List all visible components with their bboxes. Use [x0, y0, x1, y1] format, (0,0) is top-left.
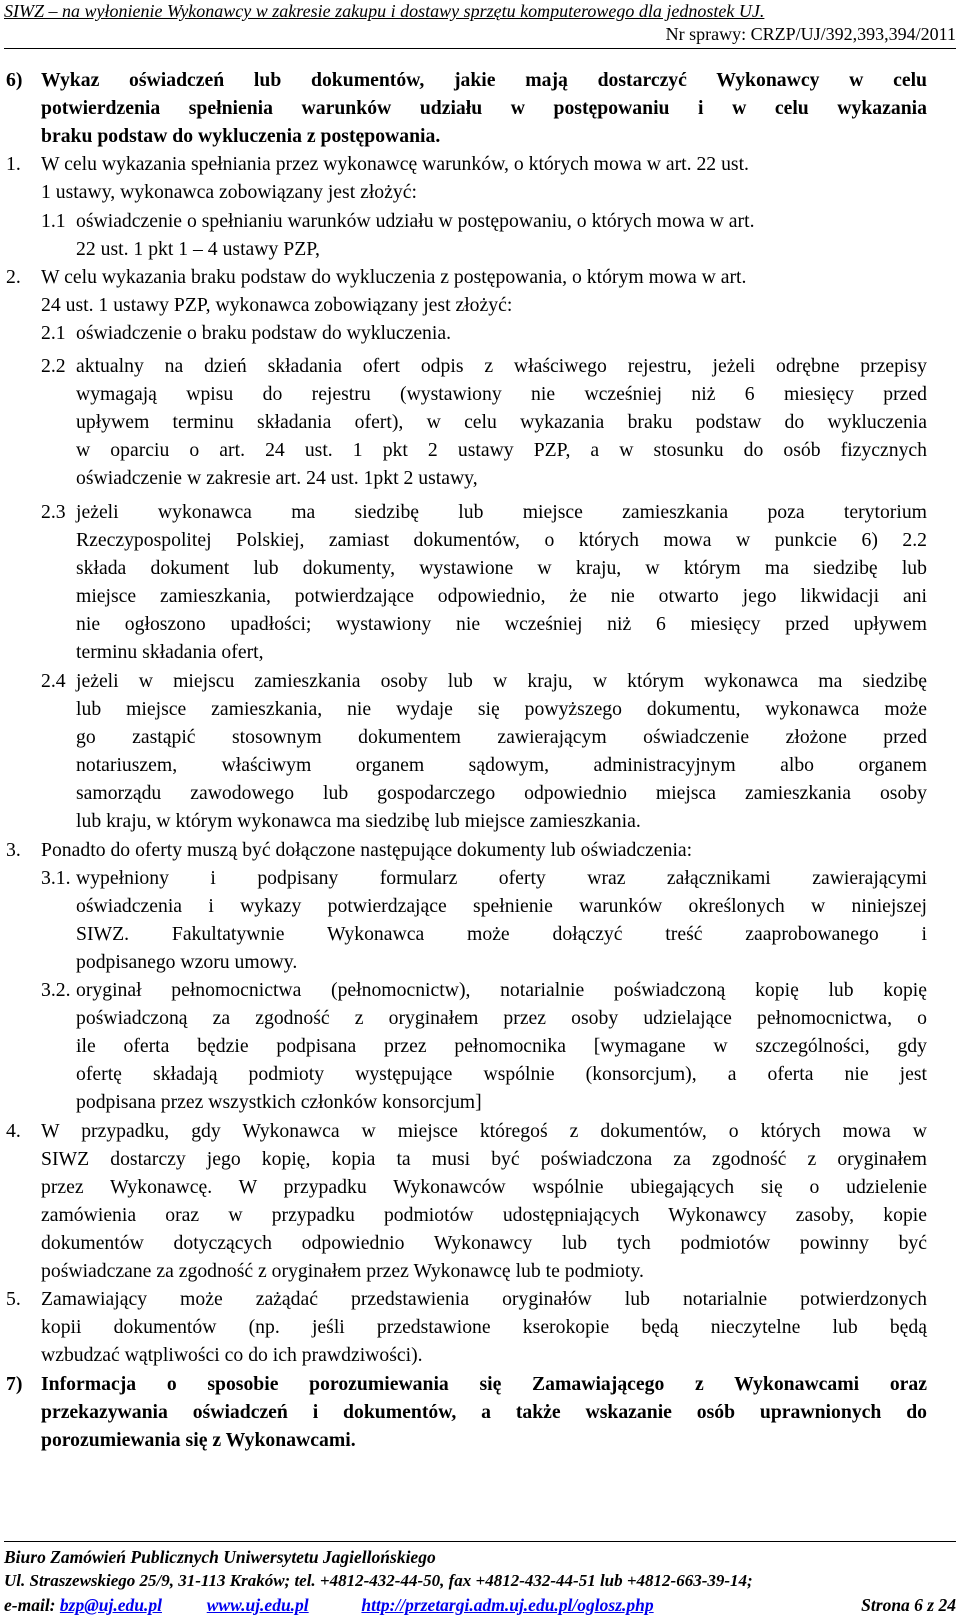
item-3-1-text: SIWZ. Fakultatywnie Wykonawca może dołączyć treść zaaprobowanego i: [76, 923, 927, 945]
item-3-text: Ponadto do oferty muszą być dołączone następujące dokumenty lub oświadczenia:: [41, 839, 693, 861]
item-3-1-number: 3.1.: [41, 867, 71, 889]
tenders-link[interactable]: http://przetargi.adm.uj.edu.pl/oglosz.php: [361, 1595, 654, 1615]
item-4-text: SIWZ dostarczy jego kopię, kopia ta musi być poświadczona za zgodność z oryginałem: [41, 1148, 927, 1170]
document-header-title: SIWZ – na wyłonienie Wykonawcy w zakresie zakupu i dostawy sprzętu komputerowego dla jednostek UJ.: [4, 1, 765, 21]
item-2-3-text: miejsce zamieszkania, potwierdzające odpowiednio, że nie otwarto jego likwidacji ani: [76, 585, 927, 607]
item-2-2-text: w oparciu o art. 24 ust. 1 pkt 2 ustawy PZP, a w stosunku do osób fizycznych: [76, 439, 927, 461]
item-2-2-number: 2.2: [41, 355, 66, 377]
item-2-4-text: lub kraju, w którym wykonawca ma siedzibę lub miejsce zamieszkania.: [76, 810, 641, 832]
item-5-text: Zamawiający może zażądać przedstawienia oryginałów lub notarialnie potwierdzonych: [41, 1288, 927, 1310]
item-4-text: dokumentów dotyczących odpowiednio Wykonawcy lub tych podmiotów powinny być: [41, 1232, 927, 1254]
item-1-text: W celu wykazania spełniania przez wykonawcę warunków, o których mowa w art. 22 ust.: [41, 153, 749, 175]
email-label: e-mail:: [4, 1595, 56, 1615]
item-2-3-text: Rzeczypospolitej Polskiej, zamiast dokumentów, o których mowa w punkcie 6) 2.2: [76, 529, 927, 551]
item-2-3-text: terminu składania ofert,: [76, 641, 264, 663]
item-3-2-text: ofertę składają podmioty występujące wspólnie (konsorcjum), a oferta nie jest: [76, 1063, 927, 1085]
item-4-text: W przypadku, gdy Wykonawca w miejsce któregoś z dokumentów, o których mowa w: [41, 1120, 927, 1142]
item-3-2-text: ile oferta będzie podpisana przez pełnomocnika [wymagane w szczególności, gdy: [76, 1035, 927, 1057]
item-1-number: 1.: [6, 153, 21, 175]
item-2-4-text: notariuszem, właściwym organem sądowym, administracyjnym albo organem: [76, 754, 927, 776]
section-7-title-line: Informacja o sposobie porozumiewania się Zamawiającego z Wykonawcami oraz: [41, 1373, 927, 1395]
header-divider: [4, 48, 956, 49]
footer-organization: Biuro Zamówień Publicznych Uniwersytetu Jagiellońskiego: [4, 1547, 436, 1567]
item-3-number: 3.: [6, 839, 21, 861]
section-7-title-line: porozumiewania się z Wykonawcami.: [41, 1429, 356, 1451]
item-2-text: 24 ust. 1 ustawy PZP, wykonawca zobowiązany jest złożyć:: [41, 294, 513, 316]
item-2-2-text: wymagają wpisu do rejestru (wystawiony nie wcześniej niż 6 miesięcy przed: [76, 383, 927, 405]
section-7-number: 7): [6, 1373, 23, 1395]
section-6-title-line: braku podstaw do wykluczenia z postępowania.: [41, 125, 441, 147]
item-2-3-text: nie ogłoszono upadłości; wystawiony nie wcześniej niż 6 miesięcy przed upływem: [76, 613, 927, 635]
case-number: Nr sprawy: CRZP/UJ/392,393,394/2011: [665, 24, 956, 44]
item-2-text: W celu wykazania braku podstaw do wykluczenia z postępowania, o którym mowa w art.: [41, 266, 747, 288]
section-7-title-line: przekazywania oświadczeń i dokumentów, a także wskazanie osób uprawnionych do: [41, 1401, 927, 1423]
item-2-4-text: jeżeli w miejscu zamieszkania osoby lub w kraju, w którym wykonawca ma siedzibę: [76, 670, 927, 692]
item-2-number: 2.: [6, 266, 21, 288]
item-4-text: poświadczane za zgodność z oryginałem przez Wykonawcę lub te podmioty.: [41, 1260, 644, 1282]
item-3-2-text: podpisana przez wszystkich członków konsorcjum]: [76, 1091, 482, 1113]
item-2-2-text: upływem terminu składania ofert), w celu wykazania braku podstaw do wykluczenia: [76, 411, 927, 433]
item-3-1-text: wypełniony i podpisany formularz oferty wraz załącznikami zawierającymi: [76, 867, 927, 889]
item-5-text: wzbudzać wątpliwości co do ich prawdziwości).: [41, 1344, 423, 1366]
item-3-1-text: oświadczenia i wykazy potwierdzające spełnienie warunków określonych w niniejszej: [76, 895, 927, 917]
email-link[interactable]: bzp@uj.edu.pl: [59, 1595, 162, 1615]
section-6-title-line: potwierdzenia spełnienia warunków udziału w postępowaniu i w celu wykazania: [41, 97, 927, 119]
item-1-1-number: 1.1: [41, 210, 66, 232]
item-1-1-text: oświadczenie o spełnianiu warunków udziału w postępowaniu, o których mowa w art.: [76, 210, 755, 232]
item-2-2-text: aktualny na dzień składania ofert odpis z właściwego rejestru, jeżeli odrębne przepisy: [76, 355, 927, 377]
footer-divider: [4, 1541, 956, 1542]
footer-contacts: [4, 1594, 654, 1616]
item-4-number: 4.: [6, 1120, 21, 1142]
item-2-4-text: go zastąpić stosownym dokumentem zawierającym oświadczenie złożone przed: [76, 726, 927, 748]
item-3-1-text: podpisanego wzoru umowy.: [76, 951, 298, 973]
page-number: Strona 6 z 24: [861, 1595, 956, 1615]
item-4-text: przez Wykonawcę. W przypadku Wykonawców wspólnie ubiegających się o udzielenie: [41, 1176, 927, 1198]
item-2-4-number: 2.4: [41, 670, 66, 692]
item-4-text: zamówienia oraz w przypadku podmiotów udostępniających Wykonawcy zasoby, kopie: [41, 1204, 927, 1226]
section-6-number: 6): [6, 69, 23, 91]
item-2-4-text: samorządu zawodowego lub gospodarczego odpowiednio miejsca zamieszkania osoby: [76, 782, 927, 804]
footer-address: Ul. Straszewskiego 25/9, 31-113 Kraków; tel. +4812-432-44-50, fax +4812-432-44-51 lub +4812-663-39-14;: [4, 1571, 753, 1590]
item-5-text: kopii dokumentów (np. jeśli przedstawione kserokopie będą nieczytelne lub będą: [41, 1316, 927, 1338]
item-2-3-number: 2.3: [41, 501, 66, 523]
item-1-text: 1 ustawy, wykonawca zobowiązany jest złożyć:: [41, 181, 417, 203]
item-2-1-number: 2.1: [41, 322, 66, 344]
item-2-2-text: oświadczenie w zakresie art. 24 ust. 1pkt 2 ustawy,: [76, 467, 478, 489]
item-2-3-text: jeżeli wykonawca ma siedzibę lub miejsce zamieszkania poza terytorium: [76, 501, 927, 523]
item-3-2-text: oryginał pełnomocnictwa (pełnomocnictw), notarialnie poświadczoną kopię lub kopię: [76, 979, 927, 1001]
section-6-title-line: Wykaz oświadczeń lub dokumentów, jakie mają dostarczyć Wykonawcy w celu: [41, 69, 927, 91]
item-1-1-text: 22 ust. 1 pkt 1 – 4 ustawy PZP,: [76, 238, 320, 260]
item-2-3-text: składa dokument lub dokumenty, wystawione w kraju, w którym ma siedzibę lub: [76, 557, 927, 579]
item-2-1-text: oświadczenie o braku podstaw do wykluczenia.: [76, 322, 452, 344]
item-2-4-text: lub miejsce zamieszkania, nie wydaje się powyższego dokumentu, wykonawca może: [76, 698, 927, 720]
item-3-2-text: poświadczoną za zgodność z oryginałem przez osoby udzielające pełnomocnictwa, o: [76, 1007, 927, 1029]
item-3-2-number: 3.2.: [41, 979, 71, 1001]
website-link[interactable]: www.uj.edu.pl: [206, 1595, 309, 1615]
item-5-number: 5.: [6, 1288, 21, 1310]
